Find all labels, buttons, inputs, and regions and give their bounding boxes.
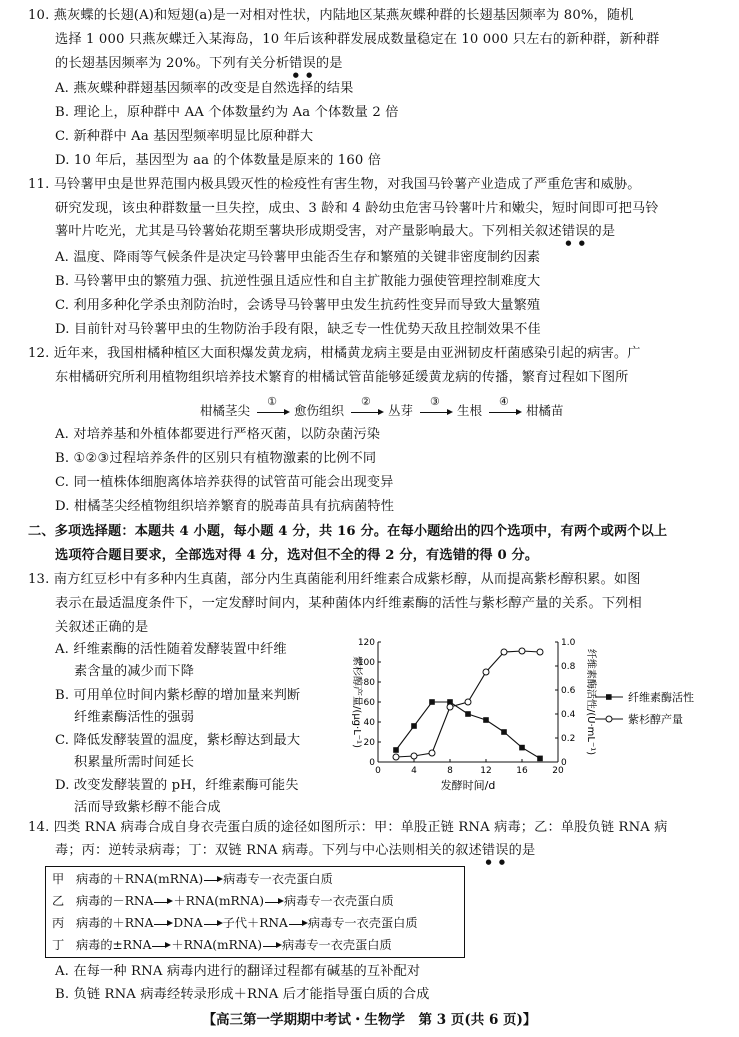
q14-option-b: B. 负链 RNA 病毒经转录形成＋RNA 后才能指导蛋白质的合成 xyxy=(55,987,430,1002)
series-line-0 xyxy=(396,702,540,758)
q11-stem-line: 11. 马铃薯甲虫是世界范围内极具毁灭性的检疫性有害生物，对我国马铃薯产业造成了严重危害和威胁。 xyxy=(28,177,641,192)
q14-option-a: A. 在每一种 RNA 病毒内进行的翻译过程都有碱基的互补配对 xyxy=(55,964,421,979)
q13-option-b-cont: 纤维素酶活性的强弱 xyxy=(74,710,195,725)
flow-arrow: ② xyxy=(348,401,384,421)
q11-option-b: B. 马铃薯甲虫的繁殖力强、抗逆性强且适应性和自主扩散能力强使管理控制难度大 xyxy=(55,274,541,289)
q11-stem-line: 研究发现，该虫种群数量一旦失控，成虫、3 龄和 4 龄幼虫危害马铃薯叶片和嫩尖，短时间即可把马铃 xyxy=(55,201,659,216)
taxol-point xyxy=(537,649,543,655)
q12-stem-line: 东柑橘研究所利用植物组织培养技术繁育的柑橘试管苗能够延缓黄龙病的传播，繁育过程如下图所 xyxy=(55,370,629,385)
enzyme-point xyxy=(393,747,399,753)
q14-stem-line: 毒；丙：逆转录病毒；丁：双链 RNA 病毒。下列与中心法则相关的叙述错误的是 xyxy=(55,843,536,858)
taxol-point xyxy=(411,753,417,759)
q11-option-a: A. 温度、降雨等气候条件是决定马铃薯甲虫能否生存和繁殖的关键非密度制约因素 xyxy=(55,250,541,265)
q10-option-b: B. 理论上，原种群中 AA 个体数量约为 Aa 个体数量 2 倍 xyxy=(55,105,399,120)
q13-option-d: D. 改变发酵装置的 pH，纤维素酶可能失 xyxy=(55,778,299,793)
pathway-row: 丁 病毒的±RNA ＋RNA(mRNA) 病毒专一衣壳蛋白质 xyxy=(52,938,392,952)
enzyme-point xyxy=(483,717,489,723)
emphasis-word: 错误 xyxy=(561,224,589,239)
q12-option-a: A. 对培养基和外植体都要进行严格灭菌，以防杂菌污染 xyxy=(55,427,381,442)
q13-stem-line: 关叙述正确的是 xyxy=(55,620,149,635)
taxol-point xyxy=(429,750,435,756)
flow-node: 愈伤组织 xyxy=(293,403,344,418)
y-right-axis-label: 纤维素酶活性/(U·mL⁻¹) xyxy=(585,648,596,756)
q11-option-d: D. 目前针对马铃薯甲虫的生物防治手段有限，缺乏专一性优势天敌且控制效果不佳 xyxy=(55,322,541,337)
q13-stem-line: 13. 南方红豆杉中有多种内生真菌，部分内生真菌能利用纤维素合成紫杉醇，从而提高紫杉醇积累。如图 xyxy=(28,572,641,587)
flow-node: 丛芽 xyxy=(387,403,413,418)
q12-option-b: B. ①②③过程培养条件的区别只有植物激素的比例不同 xyxy=(55,451,377,466)
q13-option-c: C. 降低发酵装置的温度，紫杉醇达到最大 xyxy=(55,733,301,748)
flow-node: 生根 xyxy=(456,403,482,418)
emphasis-word: 错误 xyxy=(289,56,316,71)
y-right-tick-label: 1.0 xyxy=(561,638,576,648)
enzyme-point xyxy=(519,745,525,751)
taxol-point xyxy=(447,704,453,710)
x-tick-label: 12 xyxy=(480,766,492,776)
flow-node: 柑橘茎尖 xyxy=(200,403,251,418)
q10-stem-line: 10. 燕灰蝶的长翅(A)和短翅(a)是一对相对性状，内陆地区某燕灰蝶种群的长翅基因频率为 80%，随机 xyxy=(28,8,634,23)
taxol-point xyxy=(465,699,471,705)
q12-option-d: D. 柑橘茎尖经植物组织培养繁育的脱毒苗具有抗病菌特性 xyxy=(55,499,395,514)
enzyme-point xyxy=(501,729,507,735)
x-tick-label: 16 xyxy=(516,766,528,776)
q10-stem-line: 的长翅基因频率为 20%。下列有关分析错误的是 xyxy=(55,56,343,71)
section-heading: 选项符合题目要求，全部选对得 4 分，选对但不全的得 2 分，有选错的得 0 分。 xyxy=(55,548,539,563)
flow-node: 柑橘苗 xyxy=(525,403,564,418)
taxol-point xyxy=(393,754,399,760)
enzyme-point xyxy=(429,699,435,705)
x-tick-label: 0 xyxy=(375,766,381,776)
q14-stem-line: 14. 四类 RNA 病毒合成自身衣壳蛋白质的途径如图所示：甲：单股正链 RNA 病毒；乙：单股负链 RNA 病 xyxy=(28,820,668,835)
q10-option-c: C. 新种群中 Aa 基因型频率明显比原种群大 xyxy=(55,129,314,144)
rna-virus-pathway-table xyxy=(45,866,465,958)
q11-stem-line: 薯叶片吃光，尤其是马铃薯始花期至薯块形成期受害，对产量影响最大。下列相关叙述错误的是 xyxy=(55,224,616,239)
x-tick-label: 20 xyxy=(552,766,564,776)
q13-option-a: A. 纤维素酶的活性随着发酵装置中纤维 xyxy=(55,642,287,657)
q13-stem-line: 表示在最适温度条件下，一定发酵时间内，某种菌体内纤维素酶的活性与紫杉醇产量的关系。下列相 xyxy=(55,596,642,611)
pathway-row: 丙 病毒的＋RNA DNA 子代＋RNA 病毒专一衣壳蛋白质 xyxy=(52,916,418,930)
x-tick-label: 4 xyxy=(411,766,417,776)
q13-option-d-cont: 活而导致紫杉醇不能合成 xyxy=(74,800,221,815)
page-footer: 【高三第一学期期中考试・生物学 第 3 页(共 6 页)】 xyxy=(202,1012,537,1028)
y-left-tick-label: 60 xyxy=(363,698,375,708)
x-tick-label: 8 xyxy=(447,766,453,776)
y-left-tick-label: 120 xyxy=(357,638,375,648)
y-left-tick-label: 0 xyxy=(369,758,375,768)
pathway-row: 甲 病毒的＋RNA(mRNA) 病毒专一衣壳蛋白质 xyxy=(52,872,333,886)
y-left-axis-label: 紫杉醇产量/(μg·L⁻¹) xyxy=(351,656,362,748)
y-left-tick-label: 40 xyxy=(363,718,375,728)
taxol-point xyxy=(501,649,507,655)
q10-stem-line: 选择 1 000 只燕灰蝶迁入某海岛，10 年后该种群发展成数量稳定在 10 000 只左右的新种群，新种群 xyxy=(55,32,660,47)
enzyme-point xyxy=(411,723,417,729)
legend-marker xyxy=(606,694,612,700)
x-axis-label: 发酵时间/d xyxy=(440,779,496,792)
y-right-tick-label: 0.2 xyxy=(561,734,576,744)
y-left-tick-label: 80 xyxy=(363,678,375,688)
q12-option-c: C. 同一植株体细胞离体培养获得的试管苗可能会出现变异 xyxy=(55,475,394,490)
y-left-tick-label: 20 xyxy=(363,738,375,748)
enzyme-point xyxy=(537,756,543,762)
q11-option-c: C. 利用多种化学杀虫剂防治时，会诱导马铃薯甲虫发生抗药性变异而导致大量繁殖 xyxy=(55,298,541,313)
legend-label: 紫杉醇产量 xyxy=(628,713,683,726)
y-right-tick-label: 0.8 xyxy=(561,662,576,672)
flow-arrow: ④ xyxy=(486,401,522,421)
taxol-point xyxy=(519,648,525,654)
pathway-row: 乙 病毒的－RNA ＋RNA(mRNA) 病毒专一衣壳蛋白质 xyxy=(52,894,394,908)
q13-option-b: B. 可用单位时间内紫杉醇的增加量来判断 xyxy=(55,688,301,703)
q13-option-a-cont: 素含量的减少而下降 xyxy=(74,664,195,679)
tissue-culture-flow xyxy=(200,395,564,421)
emphasis-word: 错误 xyxy=(481,843,509,858)
flow-arrow: ③ xyxy=(417,401,453,421)
q10-option-a: A. 燕灰蝶种群翅基因频率的改变是自然选择的结果 xyxy=(55,81,354,96)
y-right-tick-label: 0.4 xyxy=(561,710,576,720)
q12-stem-line: 12. 近年来，我国柑橘种植区大面积爆发黄龙病，柑橘黄龙病主要是由亚洲韧皮杆菌感染引起的病害。广 xyxy=(28,346,641,361)
enzyme-point xyxy=(465,711,471,717)
y-left-tick-label: 100 xyxy=(357,658,375,668)
q10-option-d: D. 10 年后，基因型为 aa 的个体数量是原来的 160 倍 xyxy=(55,153,382,168)
y-right-tick-label: 0.6 xyxy=(561,686,576,696)
y-right-tick-label: 0 xyxy=(561,758,567,768)
legend-label: 纤维素酶活性 xyxy=(628,691,694,704)
legend-marker xyxy=(606,716,612,722)
taxol-point xyxy=(483,669,489,675)
q13-option-c-cont: 积累量所需时间延长 xyxy=(74,755,195,770)
flow-arrow: ① xyxy=(254,401,290,421)
enzyme-taxol-chart xyxy=(340,634,720,792)
section-heading: 二、多项选择题：本题共 4 小题，每小题 4 分，共 16 分。在每小题给出的四个选项中，有两个或两个以上 xyxy=(28,524,668,539)
